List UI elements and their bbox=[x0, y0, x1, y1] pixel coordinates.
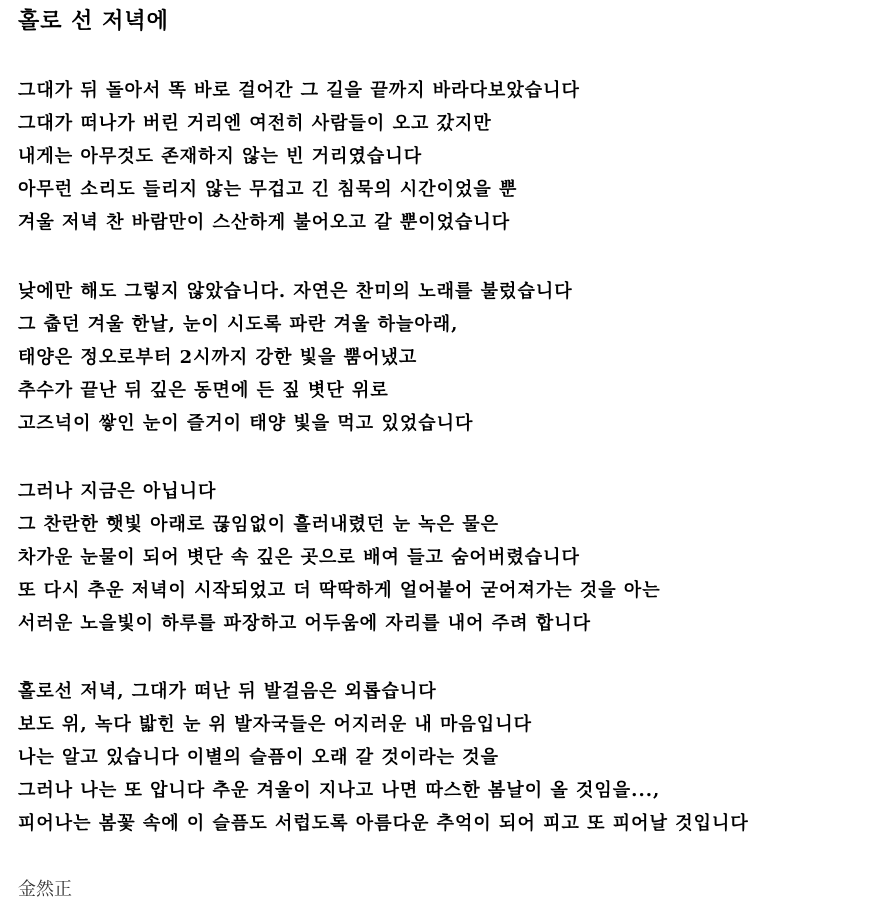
poem-line: 피어나는 봄꽃 속에 이 슬픔도 서럽도록 아름다운 추억이 되어 피고 또 피어날 것입니다 bbox=[18, 813, 749, 834]
poem-line: 태양은 정오로부터 2시까지 강한 빛을 뿜어냈고 bbox=[18, 347, 418, 368]
poem-line: 그러나 나는 또 압니다 추운 겨울이 지나고 나면 따스한 봄날이 올 것임을..., bbox=[18, 780, 661, 801]
poem-line: 낮에만 해도 그렇지 않았습니다. 자연은 찬미의 노래를 불렀습니다 bbox=[18, 281, 573, 302]
poem-line: 고즈넉이 쌓인 눈이 즐거이 태양 빛을 먹고 있었습니다 bbox=[18, 413, 474, 434]
poem-line: 아무런 소리도 들리지 않는 무겁고 긴 침묵의 시간이었을 뿐 bbox=[18, 179, 518, 200]
poem-line: 그 찬란한 햇빛 아래로 끊임없이 흘러내렸던 눈 녹은 물은 bbox=[18, 514, 500, 535]
poem-line: 홀로선 저녁, 그대가 떠난 뒤 발걸음은 외롭습니다 bbox=[18, 681, 437, 702]
stanza-4 bbox=[18, 675, 749, 840]
poem-line: 그러나 지금은 아닙니다 bbox=[18, 481, 217, 502]
poem-title: 홀로 선 저녁에 bbox=[18, 8, 169, 34]
poem-line: 그 춥던 겨울 한날, 눈이 시도록 파란 겨울 하늘아래, bbox=[18, 314, 459, 335]
poem-line: 서러운 노을빛이 하루를 파장하고 어두움에 자리를 내어 주려 합니다 bbox=[18, 613, 591, 634]
stanza-2 bbox=[18, 275, 573, 440]
poem-line: 추수가 끝난 뒤 깊은 동면에 든 짚 볏단 위로 bbox=[18, 380, 389, 401]
poem-line: 그대가 뒤 돌아서 똑 바로 걸어간 그 길을 끝까지 바라다보았습니다 bbox=[18, 80, 580, 101]
poem-line: 차가운 눈물이 되어 볏단 속 깊은 곳으로 배여 들고 숨어버렸습니다 bbox=[18, 547, 580, 568]
author-signature: 金然正 bbox=[18, 879, 72, 900]
poem-line: 또 다시 추운 저녁이 시작되었고 더 딱딱하게 얼어붙어 굳어져가는 것을 아는 bbox=[18, 580, 661, 601]
poem-line: 겨울 저녁 찬 바람만이 스산하게 불어오고 갈 뿐이었습니다 bbox=[18, 212, 511, 233]
stanza-1 bbox=[18, 74, 580, 239]
poem-line: 나는 알고 있습니다 이별의 슬픔이 오래 갈 것이라는 것을 bbox=[18, 747, 500, 768]
poem-line: 그대가 떠나가 버린 거리엔 여전히 사람들이 오고 갔지만 bbox=[18, 113, 492, 134]
stanza-3 bbox=[18, 475, 661, 640]
poem-line: 보도 위, 녹다 밟힌 눈 위 발자국들은 어지러운 내 마음입니다 bbox=[18, 714, 532, 735]
poem-line: 내게는 아무것도 존재하지 않는 빈 거리였습니다 bbox=[18, 146, 423, 167]
